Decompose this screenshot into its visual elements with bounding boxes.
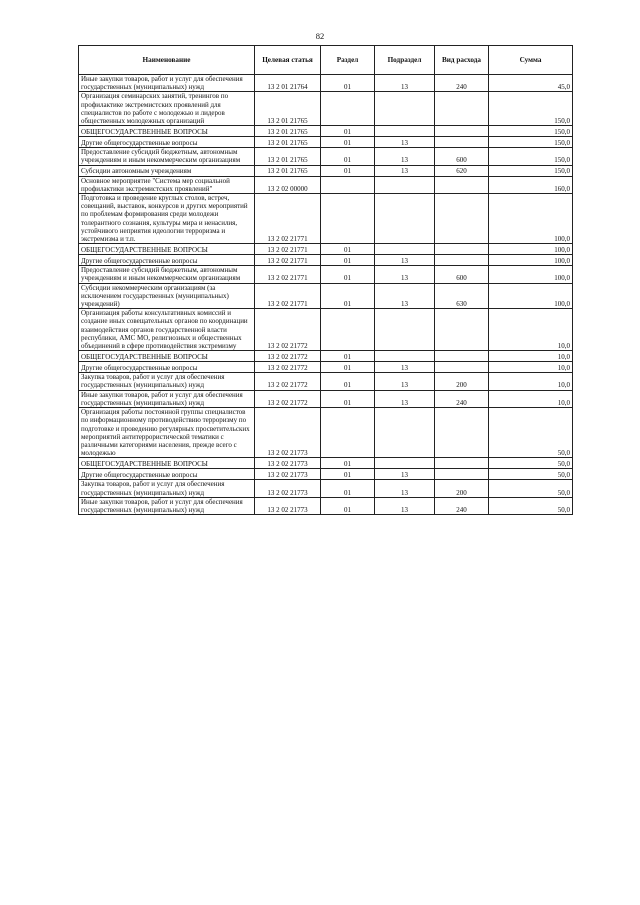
table-row bbox=[79, 75, 573, 92]
cell-code: 13 2 01 21765 bbox=[255, 92, 321, 126]
cell-vid: 200 bbox=[435, 480, 489, 497]
cell-podrazdel: 13 bbox=[375, 469, 435, 480]
cell-vid bbox=[435, 469, 489, 480]
cell-vid bbox=[435, 255, 489, 266]
cell-name: Организация семинарских занятий, тренингов по профилактике экстремистских проявлений для специалистов по работе с молодежью и лидеров общественных молодежных организаций bbox=[79, 92, 255, 126]
cell-vid bbox=[435, 309, 489, 351]
cell-code: 13 2 02 21772 bbox=[255, 351, 321, 362]
cell-razdel bbox=[321, 309, 375, 351]
cell-sum: 150,0 bbox=[489, 137, 573, 148]
cell-vid: 240 bbox=[435, 75, 489, 92]
cell-vid bbox=[435, 408, 489, 458]
cell-name: Иные закупки товаров, работ и услуг для обеспечения государственных (муниципальных) нужд bbox=[79, 390, 255, 407]
cell-podrazdel: 13 bbox=[375, 148, 435, 165]
cell-podrazdel bbox=[375, 244, 435, 255]
header-razdel: Раздел bbox=[321, 46, 375, 75]
cell-name: Иные закупки товаров, работ и услуг для обеспечения государственных (муниципальных) нужд bbox=[79, 75, 255, 92]
cell-podrazdel: 13 bbox=[375, 283, 435, 309]
cell-name: Субсидии автономным учреждениям bbox=[79, 165, 255, 176]
cell-sum: 100,0 bbox=[489, 244, 573, 255]
table-row bbox=[79, 390, 573, 407]
cell-podrazdel: 13 bbox=[375, 373, 435, 390]
cell-podrazdel: 13 bbox=[375, 480, 435, 497]
cell-name: Другие общегосударственные вопросы bbox=[79, 469, 255, 480]
cell-code: 13 2 02 21773 bbox=[255, 458, 321, 469]
cell-vid bbox=[435, 137, 489, 148]
cell-razdel: 01 bbox=[321, 390, 375, 407]
cell-name: Основное мероприятие "Система мер социальной профилактики экстремистских проявлений" bbox=[79, 176, 255, 193]
table-row bbox=[79, 497, 573, 514]
cell-code: 13 2 02 21773 bbox=[255, 469, 321, 480]
table-row bbox=[79, 373, 573, 390]
cell-razdel: 01 bbox=[321, 75, 375, 92]
cell-vid bbox=[435, 92, 489, 126]
cell-name: ОБЩЕГОСУДАРСТВЕННЫЕ ВОПРОСЫ bbox=[79, 458, 255, 469]
cell-razdel bbox=[321, 176, 375, 193]
cell-sum: 50,0 bbox=[489, 480, 573, 497]
cell-vid bbox=[435, 362, 489, 373]
table-row bbox=[79, 176, 573, 193]
table-row bbox=[79, 137, 573, 148]
cell-name: Закупка товаров, работ и услуг для обеспечения государственных (муниципальных) нужд bbox=[79, 480, 255, 497]
cell-razdel: 01 bbox=[321, 137, 375, 148]
table-row bbox=[79, 351, 573, 362]
header-podrazdel: Подраздел bbox=[375, 46, 435, 75]
cell-podrazdel: 13 bbox=[375, 255, 435, 266]
cell-name: Закупка товаров, работ и услуг для обеспечения государственных (муниципальных) нужд bbox=[79, 373, 255, 390]
cell-name: ОБЩЕГОСУДАРСТВЕННЫЕ ВОПРОСЫ bbox=[79, 126, 255, 137]
cell-name: Субсидии некоммерческим организациям (за исключением государственных (муниципальных) учреждений) bbox=[79, 283, 255, 309]
cell-sum: 50,0 bbox=[489, 497, 573, 514]
cell-vid bbox=[435, 176, 489, 193]
cell-razdel bbox=[321, 92, 375, 126]
cell-name: Предоставление субсидий бюджетным, автономным учреждениям и иным некоммерческим организациям bbox=[79, 148, 255, 165]
table-row bbox=[79, 458, 573, 469]
cell-code: 13 2 02 21772 bbox=[255, 373, 321, 390]
cell-code: 13 2 02 21771 bbox=[255, 283, 321, 309]
cell-sum: 150,0 bbox=[489, 165, 573, 176]
table-header-row bbox=[79, 46, 573, 75]
cell-sum: 100,0 bbox=[489, 255, 573, 266]
table-row bbox=[79, 244, 573, 255]
cell-code: 13 2 02 21772 bbox=[255, 309, 321, 351]
cell-vid bbox=[435, 126, 489, 137]
cell-sum: 150,0 bbox=[489, 126, 573, 137]
header-vid: Вид расхода bbox=[435, 46, 489, 75]
cell-podrazdel: 13 bbox=[375, 497, 435, 514]
cell-razdel: 01 bbox=[321, 165, 375, 176]
cell-podrazdel: 13 bbox=[375, 165, 435, 176]
cell-razdel: 01 bbox=[321, 255, 375, 266]
cell-name: Другие общегосударственные вопросы bbox=[79, 137, 255, 148]
cell-vid: 600 bbox=[435, 148, 489, 165]
cell-code: 13 2 02 21771 bbox=[255, 244, 321, 255]
cell-code: 13 2 01 21765 bbox=[255, 137, 321, 148]
cell-podrazdel bbox=[375, 309, 435, 351]
cell-vid: 600 bbox=[435, 266, 489, 283]
budget-table bbox=[78, 45, 573, 515]
table-row bbox=[79, 165, 573, 176]
table-row bbox=[79, 266, 573, 283]
cell-sum: 50,0 bbox=[489, 458, 573, 469]
cell-podrazdel: 13 bbox=[375, 362, 435, 373]
cell-razdel: 01 bbox=[321, 351, 375, 362]
cell-razdel: 01 bbox=[321, 362, 375, 373]
cell-name: Другие общегосударственные вопросы bbox=[79, 255, 255, 266]
cell-code: 13 2 02 21771 bbox=[255, 255, 321, 266]
cell-razdel: 01 bbox=[321, 266, 375, 283]
cell-razdel: 01 bbox=[321, 497, 375, 514]
cell-name: ОБЩЕГОСУДАРСТВЕННЫЕ ВОПРОСЫ bbox=[79, 244, 255, 255]
cell-razdel: 01 bbox=[321, 148, 375, 165]
cell-sum: 10,0 bbox=[489, 373, 573, 390]
cell-sum: 150,0 bbox=[489, 148, 573, 165]
cell-vid: 240 bbox=[435, 390, 489, 407]
cell-razdel: 01 bbox=[321, 373, 375, 390]
cell-razdel: 01 bbox=[321, 126, 375, 137]
cell-razdel: 01 bbox=[321, 458, 375, 469]
cell-sum: 100,0 bbox=[489, 194, 573, 244]
cell-podrazdel bbox=[375, 92, 435, 126]
cell-code: 13 2 02 21772 bbox=[255, 362, 321, 373]
cell-code: 13 2 02 21771 bbox=[255, 266, 321, 283]
cell-sum: 150,0 bbox=[489, 92, 573, 126]
page-number: 82 bbox=[315, 31, 325, 41]
table-row bbox=[79, 408, 573, 458]
cell-podrazdel bbox=[375, 176, 435, 193]
cell-code: 13 2 02 21772 bbox=[255, 390, 321, 407]
cell-podrazdel: 13 bbox=[375, 266, 435, 283]
cell-razdel: 01 bbox=[321, 469, 375, 480]
cell-sum: 10,0 bbox=[489, 351, 573, 362]
cell-name: ОБЩЕГОСУДАРСТВЕННЫЕ ВОПРОСЫ bbox=[79, 351, 255, 362]
cell-razdel bbox=[321, 408, 375, 458]
table-row bbox=[79, 194, 573, 244]
cell-code: 13 2 02 21773 bbox=[255, 480, 321, 497]
cell-code: 13 2 02 21773 bbox=[255, 408, 321, 458]
header-sum: Сумма bbox=[489, 46, 573, 75]
cell-vid bbox=[435, 458, 489, 469]
cell-razdel bbox=[321, 194, 375, 244]
cell-vid: 200 bbox=[435, 373, 489, 390]
cell-code: 13 2 01 21765 bbox=[255, 165, 321, 176]
cell-sum: 50,0 bbox=[489, 469, 573, 480]
table-row bbox=[79, 362, 573, 373]
cell-sum: 160,0 bbox=[489, 176, 573, 193]
table-row bbox=[79, 480, 573, 497]
table-row bbox=[79, 309, 573, 351]
cell-code: 13 2 01 21764 bbox=[255, 75, 321, 92]
cell-podrazdel bbox=[375, 351, 435, 362]
cell-name: Подготовка и проведение круглых столов, встреч, совещаний, выставок, конкурсов и других мероприятий по проблемам формирования среди молодежи толерантного сознания, культуры мира и ненасилия, устойчивого неприятия идеологии терроризма и экстремизма и т.п. bbox=[79, 194, 255, 244]
cell-podrazdel: 13 bbox=[375, 137, 435, 148]
cell-code: 13 2 01 21765 bbox=[255, 126, 321, 137]
cell-podrazdel: 13 bbox=[375, 390, 435, 407]
cell-code: 13 2 02 21773 bbox=[255, 497, 321, 514]
table-row bbox=[79, 126, 573, 137]
cell-name: Организация работы постоянной группы специалистов по информационному противодействию терроризму по подготовке и проведению регулярных просветительских мероприятий антитеррористической тематики с различными категориями населения, прежде всего с молодежью bbox=[79, 408, 255, 458]
cell-vid: 630 bbox=[435, 283, 489, 309]
cell-sum: 45,0 bbox=[489, 75, 573, 92]
cell-vid bbox=[435, 194, 489, 244]
cell-vid: 620 bbox=[435, 165, 489, 176]
table-row bbox=[79, 255, 573, 266]
header-name: Наименование bbox=[79, 46, 255, 75]
table-row bbox=[79, 469, 573, 480]
cell-name: Другие общегосударственные вопросы bbox=[79, 362, 255, 373]
table-row bbox=[79, 283, 573, 309]
cell-sum: 50,0 bbox=[489, 408, 573, 458]
cell-podrazdel bbox=[375, 458, 435, 469]
table-row bbox=[79, 148, 573, 165]
cell-vid bbox=[435, 244, 489, 255]
header-code: Целевая статья bbox=[255, 46, 321, 75]
cell-code: 13 2 02 00000 bbox=[255, 176, 321, 193]
cell-podrazdel bbox=[375, 194, 435, 244]
cell-podrazdel: 13 bbox=[375, 75, 435, 92]
cell-podrazdel bbox=[375, 126, 435, 137]
cell-razdel: 01 bbox=[321, 480, 375, 497]
cell-sum: 10,0 bbox=[489, 390, 573, 407]
cell-podrazdel bbox=[375, 408, 435, 458]
cell-sum: 100,0 bbox=[489, 283, 573, 309]
cell-name: Иные закупки товаров, работ и услуг для обеспечения государственных (муниципальных) нужд bbox=[79, 497, 255, 514]
cell-name: Предоставление субсидий бюджетным, автономным учреждениям и иным некоммерческим организациям bbox=[79, 266, 255, 283]
cell-sum: 10,0 bbox=[489, 362, 573, 373]
cell-name: Организация работы консультативных комиссий и создание иных совещательных органов по координации взаимодействия органов государственной власти республики, АМС МО, религиозных и общественных объединений в сфере противодействия экстремизму bbox=[79, 309, 255, 351]
cell-sum: 10,0 bbox=[489, 309, 573, 351]
cell-vid: 240 bbox=[435, 497, 489, 514]
table-row bbox=[79, 92, 573, 126]
cell-razdel: 01 bbox=[321, 244, 375, 255]
cell-razdel: 01 bbox=[321, 283, 375, 309]
cell-code: 13 2 02 21771 bbox=[255, 194, 321, 244]
cell-vid bbox=[435, 351, 489, 362]
cell-sum: 100,0 bbox=[489, 266, 573, 283]
cell-code: 13 2 01 21765 bbox=[255, 148, 321, 165]
